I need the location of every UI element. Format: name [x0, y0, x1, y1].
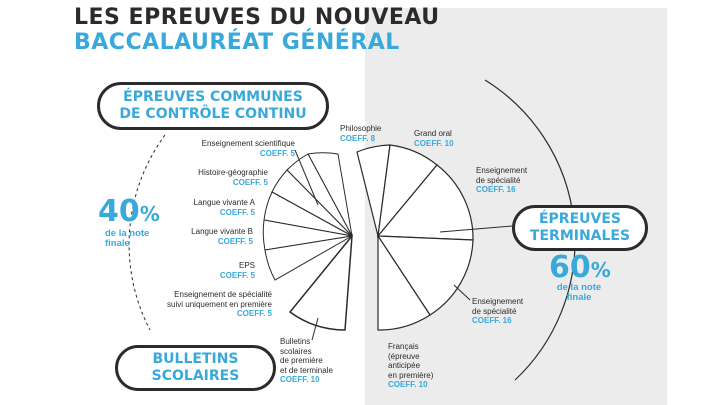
label-histoire-geo-name: Histoire-géographie	[198, 168, 268, 177]
label-spec-2-coef: COEFF. 16	[472, 316, 512, 325]
label-langue-a-name: Langue vivante A	[193, 198, 255, 207]
percent-40-sign: %	[139, 202, 160, 226]
label-spec-premiere	[150, 290, 272, 319]
label-francais-line-4: en première)	[388, 370, 434, 380]
label-spec-premiere-line-2: suivi uniquement en première	[167, 299, 272, 309]
terminales-line-1: ÉPREUVES	[538, 211, 622, 227]
label-francais-coef: COEFF. 10	[388, 380, 428, 389]
percent-60	[549, 252, 611, 286]
label-grand-oral-coef: COEFF. 10	[414, 138, 454, 148]
label-bulletins	[280, 337, 360, 385]
title-line-2: BACCALAURÉAT GÉNÉRAL	[74, 30, 400, 55]
controle-continu-line-1: ÉPREUVES COMMUNES	[123, 89, 303, 105]
controle-continu-pill	[97, 82, 329, 130]
label-spec-2	[472, 297, 542, 326]
label-eps	[200, 261, 255, 280]
terminales-line-2: TERMINALES	[529, 228, 631, 244]
percent-40-number: 40	[98, 194, 140, 229]
label-langue-b-name: Langue vivante B	[191, 227, 253, 236]
label-francais-line-3: anticipée	[388, 361, 421, 370]
label-bulletins-line-2: scolaires	[280, 346, 312, 356]
label-philosophie-coef: COEFF. 8	[340, 133, 376, 143]
percent-60-sign: %	[590, 258, 611, 282]
bulletins-line-1: BULLETINS	[152, 351, 239, 367]
terminales-pill	[512, 205, 648, 251]
label-spec-2-line-1: Enseignement	[472, 297, 524, 306]
label-langue-a-coef: COEFF. 5	[219, 207, 255, 217]
label-spec-2-line-2: de spécialité	[472, 306, 517, 316]
bulletins-pill	[115, 345, 276, 391]
label-bulletins-line-1: Bulletins	[280, 337, 311, 346]
label-spec-1-coef: COEFF. 16	[476, 185, 516, 194]
bulletins-line-2: SCOLAIRES	[151, 368, 240, 384]
label-spec-premiere-coef: COEFF. 5	[236, 309, 272, 318]
label-grand-oral-name: Grand oral	[414, 129, 452, 138]
label-bulletins-line-4: et de terminale	[280, 365, 333, 375]
label-ens-sci-coef: COEFF. 5	[259, 148, 295, 158]
label-philosophie-name: Philosophie	[340, 124, 382, 133]
label-bulletins-coef: COEFF. 10	[280, 375, 320, 384]
label-histoire-geo	[150, 168, 268, 187]
label-ens-sci	[160, 139, 295, 158]
label-eps-name: EPS	[238, 261, 255, 270]
label-langue-a	[160, 198, 255, 217]
percent-40-caption-2: finale	[105, 238, 130, 249]
percent-60-caption-2: finale	[566, 292, 592, 303]
label-spec-premiere-line-1: Enseignement de spécialité	[174, 290, 272, 299]
label-francais-line-1: Français	[388, 342, 419, 351]
label-spec-1-line-1: Enseignement	[476, 166, 528, 175]
percent-40	[98, 196, 160, 230]
label-langue-b-coef: COEFF. 5	[217, 236, 253, 246]
percent-60-caption-1: de la note	[556, 282, 602, 293]
page-title	[74, 5, 440, 55]
label-eps-coef: COEFF. 5	[219, 270, 255, 280]
label-langue-b	[160, 227, 253, 246]
label-bulletins-line-3: de première	[280, 356, 323, 365]
label-francais-line-2: (épreuve	[388, 351, 420, 361]
label-francais	[388, 342, 453, 390]
label-philosophie	[340, 124, 400, 143]
percent-60-number: 60	[549, 250, 591, 285]
label-ens-sci-name: Enseignement scientifique	[201, 139, 295, 148]
title-line-1: LES EPREUVES DU NOUVEAU	[74, 5, 440, 30]
label-grand-oral	[414, 129, 474, 148]
percent-40-caption	[105, 229, 150, 249]
label-spec-1-line-2: de spécialité	[476, 175, 521, 185]
percent-40-caption-1: de la note	[105, 228, 150, 239]
leader-spec-bottom	[454, 285, 470, 300]
right-pie	[357, 145, 473, 330]
controle-continu-line-2: DE CONTRÔLE CONTINU	[119, 106, 307, 122]
label-histoire-geo-coef: COEFF. 5	[232, 177, 268, 187]
label-spec-1	[476, 166, 546, 195]
percent-60-caption	[550, 283, 608, 303]
